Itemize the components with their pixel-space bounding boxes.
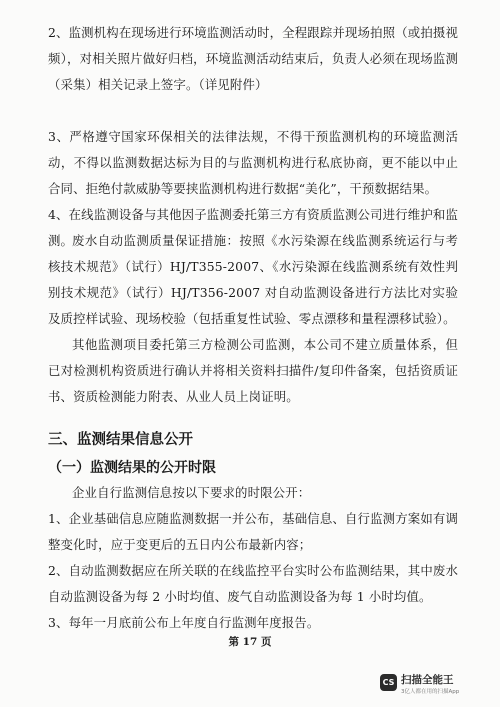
paragraph-disclosure-2: 2、自动监测数据应在所关联的在线监控平台实时公布监测结果，其中废水自动监测设备为每 2 小时均值、废气自动监测设备为每 1 小时均值。 xyxy=(48,563,458,604)
paragraph-wastewater-qa: 废水自动监测质量保证措施：按照《水污染源在线监测系统运行与考核技术规范》（试行）HJ/T355-2007、《水污染源在线监测系统有效性判别技术规范》（试行）HJ/T356-2007 对自动监测设备进行方法比对实验及质控样试验、现场校验（包括重复性试验、零点漂移和量程漂移试验）。 xyxy=(48,233,458,326)
paragraph-other-monitoring: 其他监测项目委托第三方检测公司监测，本公司不建立质量体系，但已对检测机构资质进行确认并将相关资料扫描件/复印件备案，包括资质证书、资质检测能力附表、从业人员上岗证明。 xyxy=(48,337,458,404)
paragraph-item-2: 2、监测机构在现场进行环境监测活动时，全程跟踪并现场拍照（或拍摄视频），对相关照片做好归档，环境监测活动结束后，负责人必须在现场监测（采集）相关记录上签字。（详见附件） xyxy=(48,25,458,92)
paragraph-item-3: 3、严格遵守国家环保相关的法律法规，不得干预监测机构的环境监测活动，不得以监测数据达标为目的与监测机构进行私底协商，更不能以中止合同、拒绝付款威胁等要挟监测机构进行数据“美化”，干预数据结果。 xyxy=(48,129,458,196)
watermark-subtitle: 3亿人都在用的扫描App xyxy=(401,689,460,695)
subsection-heading: （一）监测结果的公开时限 xyxy=(48,460,216,476)
camscanner-logo-icon: CS xyxy=(380,674,397,691)
paragraph-disclosure-3: 3、每年一月底前公布上年度自行监测年度报告。 xyxy=(48,615,320,630)
scanner-watermark xyxy=(380,672,488,700)
watermark-title: 扫描全能王 xyxy=(401,674,454,686)
section-heading: 三、监测结果信息公开 xyxy=(48,432,193,448)
paragraph-disclosure-1: 1、企业基础信息应随监测数据一并公布，基础信息、自行监测方案如有调整变化时，应于变更后的五日内公布最新内容； xyxy=(48,511,458,552)
page-number: 第 17 页 xyxy=(228,636,272,648)
paragraph-item-4: 4、在线监测设备与其他因子监测委托第三方有资质监测公司进行维护和监测。 xyxy=(48,207,458,248)
paragraph-disclosure-intro: 企业自行监测信息按以下要求的时限公开： xyxy=(72,485,311,500)
